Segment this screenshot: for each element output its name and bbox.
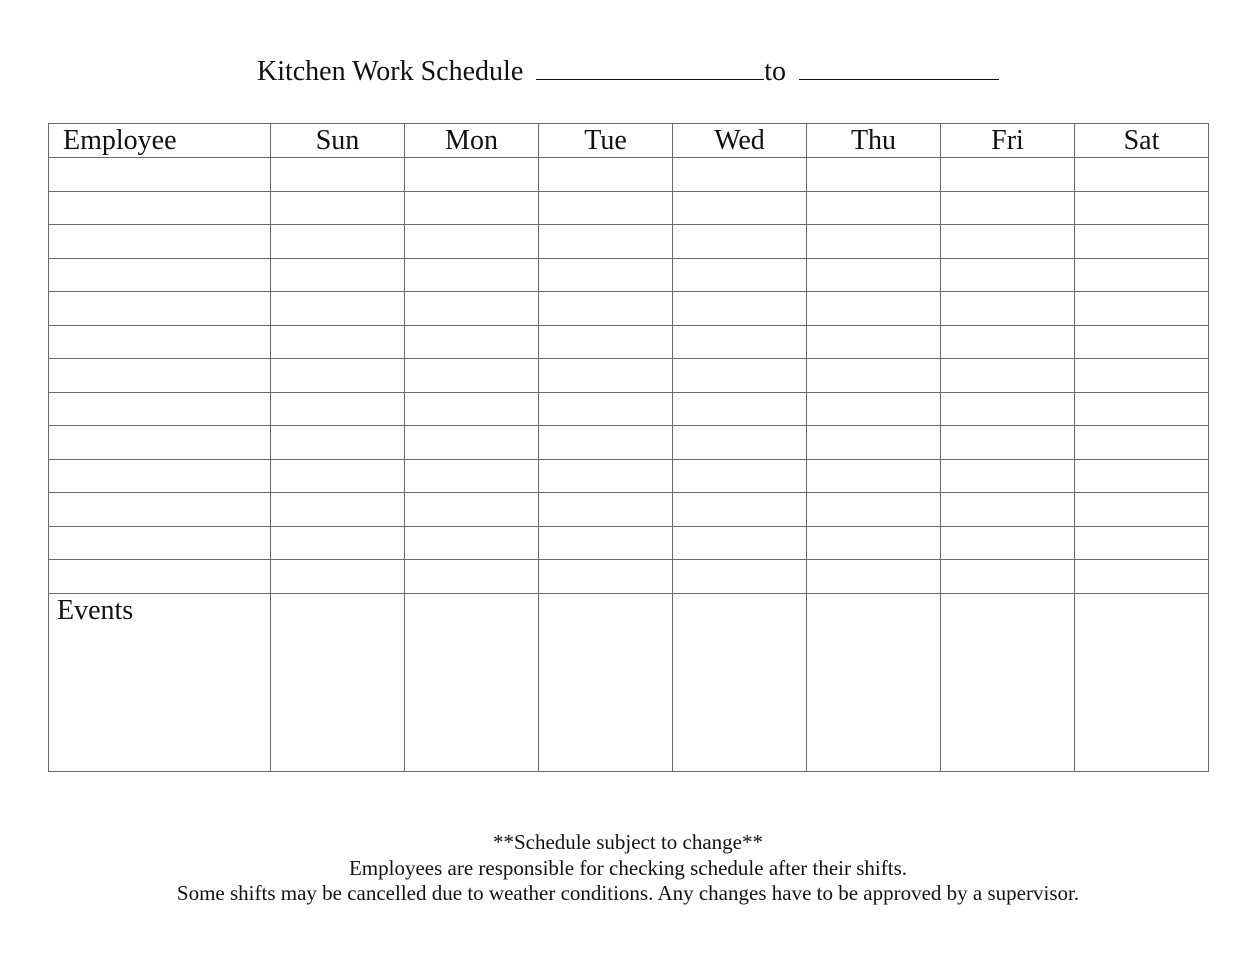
employee-cell[interactable] [49, 258, 271, 292]
shift-cell-wed[interactable] [673, 526, 807, 560]
shift-cell-thu[interactable] [807, 191, 941, 225]
employee-cell[interactable] [49, 526, 271, 560]
employee-cell[interactable] [49, 225, 271, 259]
shift-cell-sun[interactable] [271, 392, 405, 426]
footer-cancellation: Some shifts may be cancelled due to weather conditions. Any changes have to be approved by a supervisor. [176, 881, 1080, 905]
footer-responsibility: Employees are responsible for checking schedule after their shifts. [348, 856, 908, 880]
shift-cell-sun[interactable] [271, 459, 405, 493]
shift-cell-sun[interactable] [271, 493, 405, 527]
shift-cell-fri[interactable] [941, 426, 1075, 460]
shift-cell-wed[interactable] [673, 258, 807, 292]
shift-cell-mon[interactable] [405, 493, 539, 527]
employee-cell[interactable] [49, 560, 271, 594]
shift-cell-fri[interactable] [941, 459, 1075, 493]
table-row [49, 560, 1209, 594]
shift-cell-fri[interactable] [941, 392, 1075, 426]
employee-cell[interactable] [49, 158, 271, 192]
table-row [49, 191, 1209, 225]
title-connector: to [764, 56, 787, 87]
table-row [49, 526, 1209, 560]
employee-cell[interactable] [49, 359, 271, 393]
events-row [49, 593, 1209, 771]
shift-cell-mon[interactable] [405, 526, 539, 560]
shift-cell-mon[interactable] [405, 225, 539, 259]
events-cell-tue[interactable] [539, 593, 673, 771]
shift-cell-mon[interactable] [405, 325, 539, 359]
shift-cell-mon[interactable] [405, 359, 539, 393]
header-thu: Thu [807, 124, 941, 158]
header-sat: Sat [1075, 124, 1209, 158]
shift-cell-mon[interactable] [405, 258, 539, 292]
shift-cell-sat[interactable] [1075, 325, 1209, 359]
table-row [49, 225, 1209, 259]
shift-cell-sat[interactable] [1075, 526, 1209, 560]
shift-cell-sat[interactable] [1075, 191, 1209, 225]
shift-cell-mon[interactable] [405, 426, 539, 460]
shift-cell-wed[interactable] [673, 493, 807, 527]
shift-cell-thu[interactable] [807, 292, 941, 326]
shift-cell-sat[interactable] [1075, 560, 1209, 594]
shift-cell-wed[interactable] [673, 426, 807, 460]
shift-cell-wed[interactable] [673, 191, 807, 225]
end-date-blank[interactable] [799, 57, 999, 80]
shift-cell-fri[interactable] [941, 493, 1075, 527]
events-cell-wed[interactable] [673, 593, 807, 771]
shift-cell-mon[interactable] [405, 392, 539, 426]
shift-cell-sat[interactable] [1075, 225, 1209, 259]
shift-cell-thu[interactable] [807, 560, 941, 594]
shift-cell-thu[interactable] [807, 158, 941, 192]
shift-cell-thu[interactable] [807, 526, 941, 560]
shift-cell-fri[interactable] [941, 158, 1075, 192]
header-wed: Wed [673, 124, 807, 158]
employee-cell[interactable] [49, 292, 271, 326]
shift-cell-sun[interactable] [271, 191, 405, 225]
employee-cell[interactable] [49, 459, 271, 493]
table-row [49, 392, 1209, 426]
shift-cell-sun[interactable] [271, 560, 405, 594]
shift-cell-sat[interactable] [1075, 359, 1209, 393]
shift-cell-wed[interactable] [673, 392, 807, 426]
shift-cell-tue[interactable] [539, 359, 673, 393]
shift-cell-sat[interactable] [1075, 292, 1209, 326]
table-row [49, 325, 1209, 359]
shift-cell-mon[interactable] [405, 158, 539, 192]
shift-cell-thu[interactable] [807, 493, 941, 527]
shift-cell-tue[interactable] [539, 459, 673, 493]
shift-cell-wed[interactable] [673, 292, 807, 326]
shift-cell-wed[interactable] [673, 459, 807, 493]
shift-cell-tue[interactable] [539, 191, 673, 225]
table-row [49, 426, 1209, 460]
shift-cell-thu[interactable] [807, 225, 941, 259]
shift-cell-thu[interactable] [807, 459, 941, 493]
shift-cell-wed[interactable] [673, 560, 807, 594]
shift-cell-tue[interactable] [539, 325, 673, 359]
header-fri: Fri [941, 124, 1075, 158]
shift-cell-tue[interactable] [539, 158, 673, 192]
header-row [49, 124, 1209, 158]
shift-cell-fri[interactable] [941, 258, 1075, 292]
shift-cell-thu[interactable] [807, 392, 941, 426]
shift-cell-thu[interactable] [807, 325, 941, 359]
shift-cell-thu[interactable] [807, 426, 941, 460]
shift-cell-fri[interactable] [941, 560, 1075, 594]
events-cell-sat[interactable] [1075, 593, 1209, 771]
employee-cell[interactable] [49, 392, 271, 426]
shift-cell-tue[interactable] [539, 225, 673, 259]
shift-cell-sun[interactable] [271, 526, 405, 560]
shift-cell-tue[interactable] [539, 426, 673, 460]
header-sun: Sun [271, 124, 405, 158]
shift-cell-sat[interactable] [1075, 392, 1209, 426]
table-row [49, 158, 1209, 192]
employee-cell[interactable] [49, 325, 271, 359]
shift-cell-fri[interactable] [941, 359, 1075, 393]
shift-cell-wed[interactable] [673, 158, 807, 192]
events-cell-sun[interactable] [271, 593, 405, 771]
shift-cell-tue[interactable] [539, 560, 673, 594]
shift-cell-mon[interactable] [405, 459, 539, 493]
start-date-blank[interactable] [536, 57, 764, 80]
shift-cell-fri[interactable] [941, 526, 1075, 560]
shift-cell-tue[interactable] [539, 392, 673, 426]
table-row [49, 292, 1209, 326]
shift-cell-sun[interactable] [271, 258, 405, 292]
employee-cell[interactable] [49, 191, 271, 225]
title-text: Kitchen Work Schedule [256, 56, 524, 87]
employee-cell[interactable] [49, 493, 271, 527]
events-cell-mon[interactable] [405, 593, 539, 771]
shift-cell-mon[interactable] [405, 560, 539, 594]
shift-cell-sat[interactable] [1075, 459, 1209, 493]
shift-cell-fri[interactable] [941, 292, 1075, 326]
shift-cell-fri[interactable] [941, 325, 1075, 359]
schedule-table [48, 123, 1209, 772]
events-cell-fri[interactable] [941, 593, 1075, 771]
shift-cell-sat[interactable] [1075, 493, 1209, 527]
shift-cell-sun[interactable] [271, 359, 405, 393]
table-row [49, 459, 1209, 493]
shift-cell-fri[interactable] [941, 191, 1075, 225]
shift-cell-tue[interactable] [539, 493, 673, 527]
shift-cell-sat[interactable] [1075, 158, 1209, 192]
shift-cell-sun[interactable] [271, 426, 405, 460]
shift-cell-wed[interactable] [673, 359, 807, 393]
shift-cell-tue[interactable] [539, 258, 673, 292]
shift-cell-fri[interactable] [941, 225, 1075, 259]
shift-cell-sun[interactable] [271, 225, 405, 259]
shift-cell-sun[interactable] [271, 325, 405, 359]
shift-cell-wed[interactable] [673, 325, 807, 359]
page-title [0, 56, 1256, 88]
shift-cell-sat[interactable] [1075, 426, 1209, 460]
shift-cell-sun[interactable] [271, 158, 405, 192]
header-employee: Employee [49, 124, 271, 158]
shift-cell-mon[interactable] [405, 191, 539, 225]
shift-cell-thu[interactable] [807, 258, 941, 292]
table-row [49, 359, 1209, 393]
shift-cell-tue[interactable] [539, 292, 673, 326]
employee-cell[interactable] [49, 426, 271, 460]
shift-cell-sat[interactable] [1075, 258, 1209, 292]
events-label: Events [49, 593, 271, 771]
shift-cell-tue[interactable] [539, 526, 673, 560]
shift-cell-thu[interactable] [807, 359, 941, 393]
shift-cell-wed[interactable] [673, 225, 807, 259]
table-row [49, 493, 1209, 527]
shift-cell-mon[interactable] [405, 292, 539, 326]
shift-cell-sun[interactable] [271, 292, 405, 326]
header-mon: Mon [405, 124, 539, 158]
events-cell-thu[interactable] [807, 593, 941, 771]
header-tue: Tue [539, 124, 673, 158]
footer-notice: **Schedule subject to change** [492, 830, 763, 854]
table-row [49, 258, 1209, 292]
